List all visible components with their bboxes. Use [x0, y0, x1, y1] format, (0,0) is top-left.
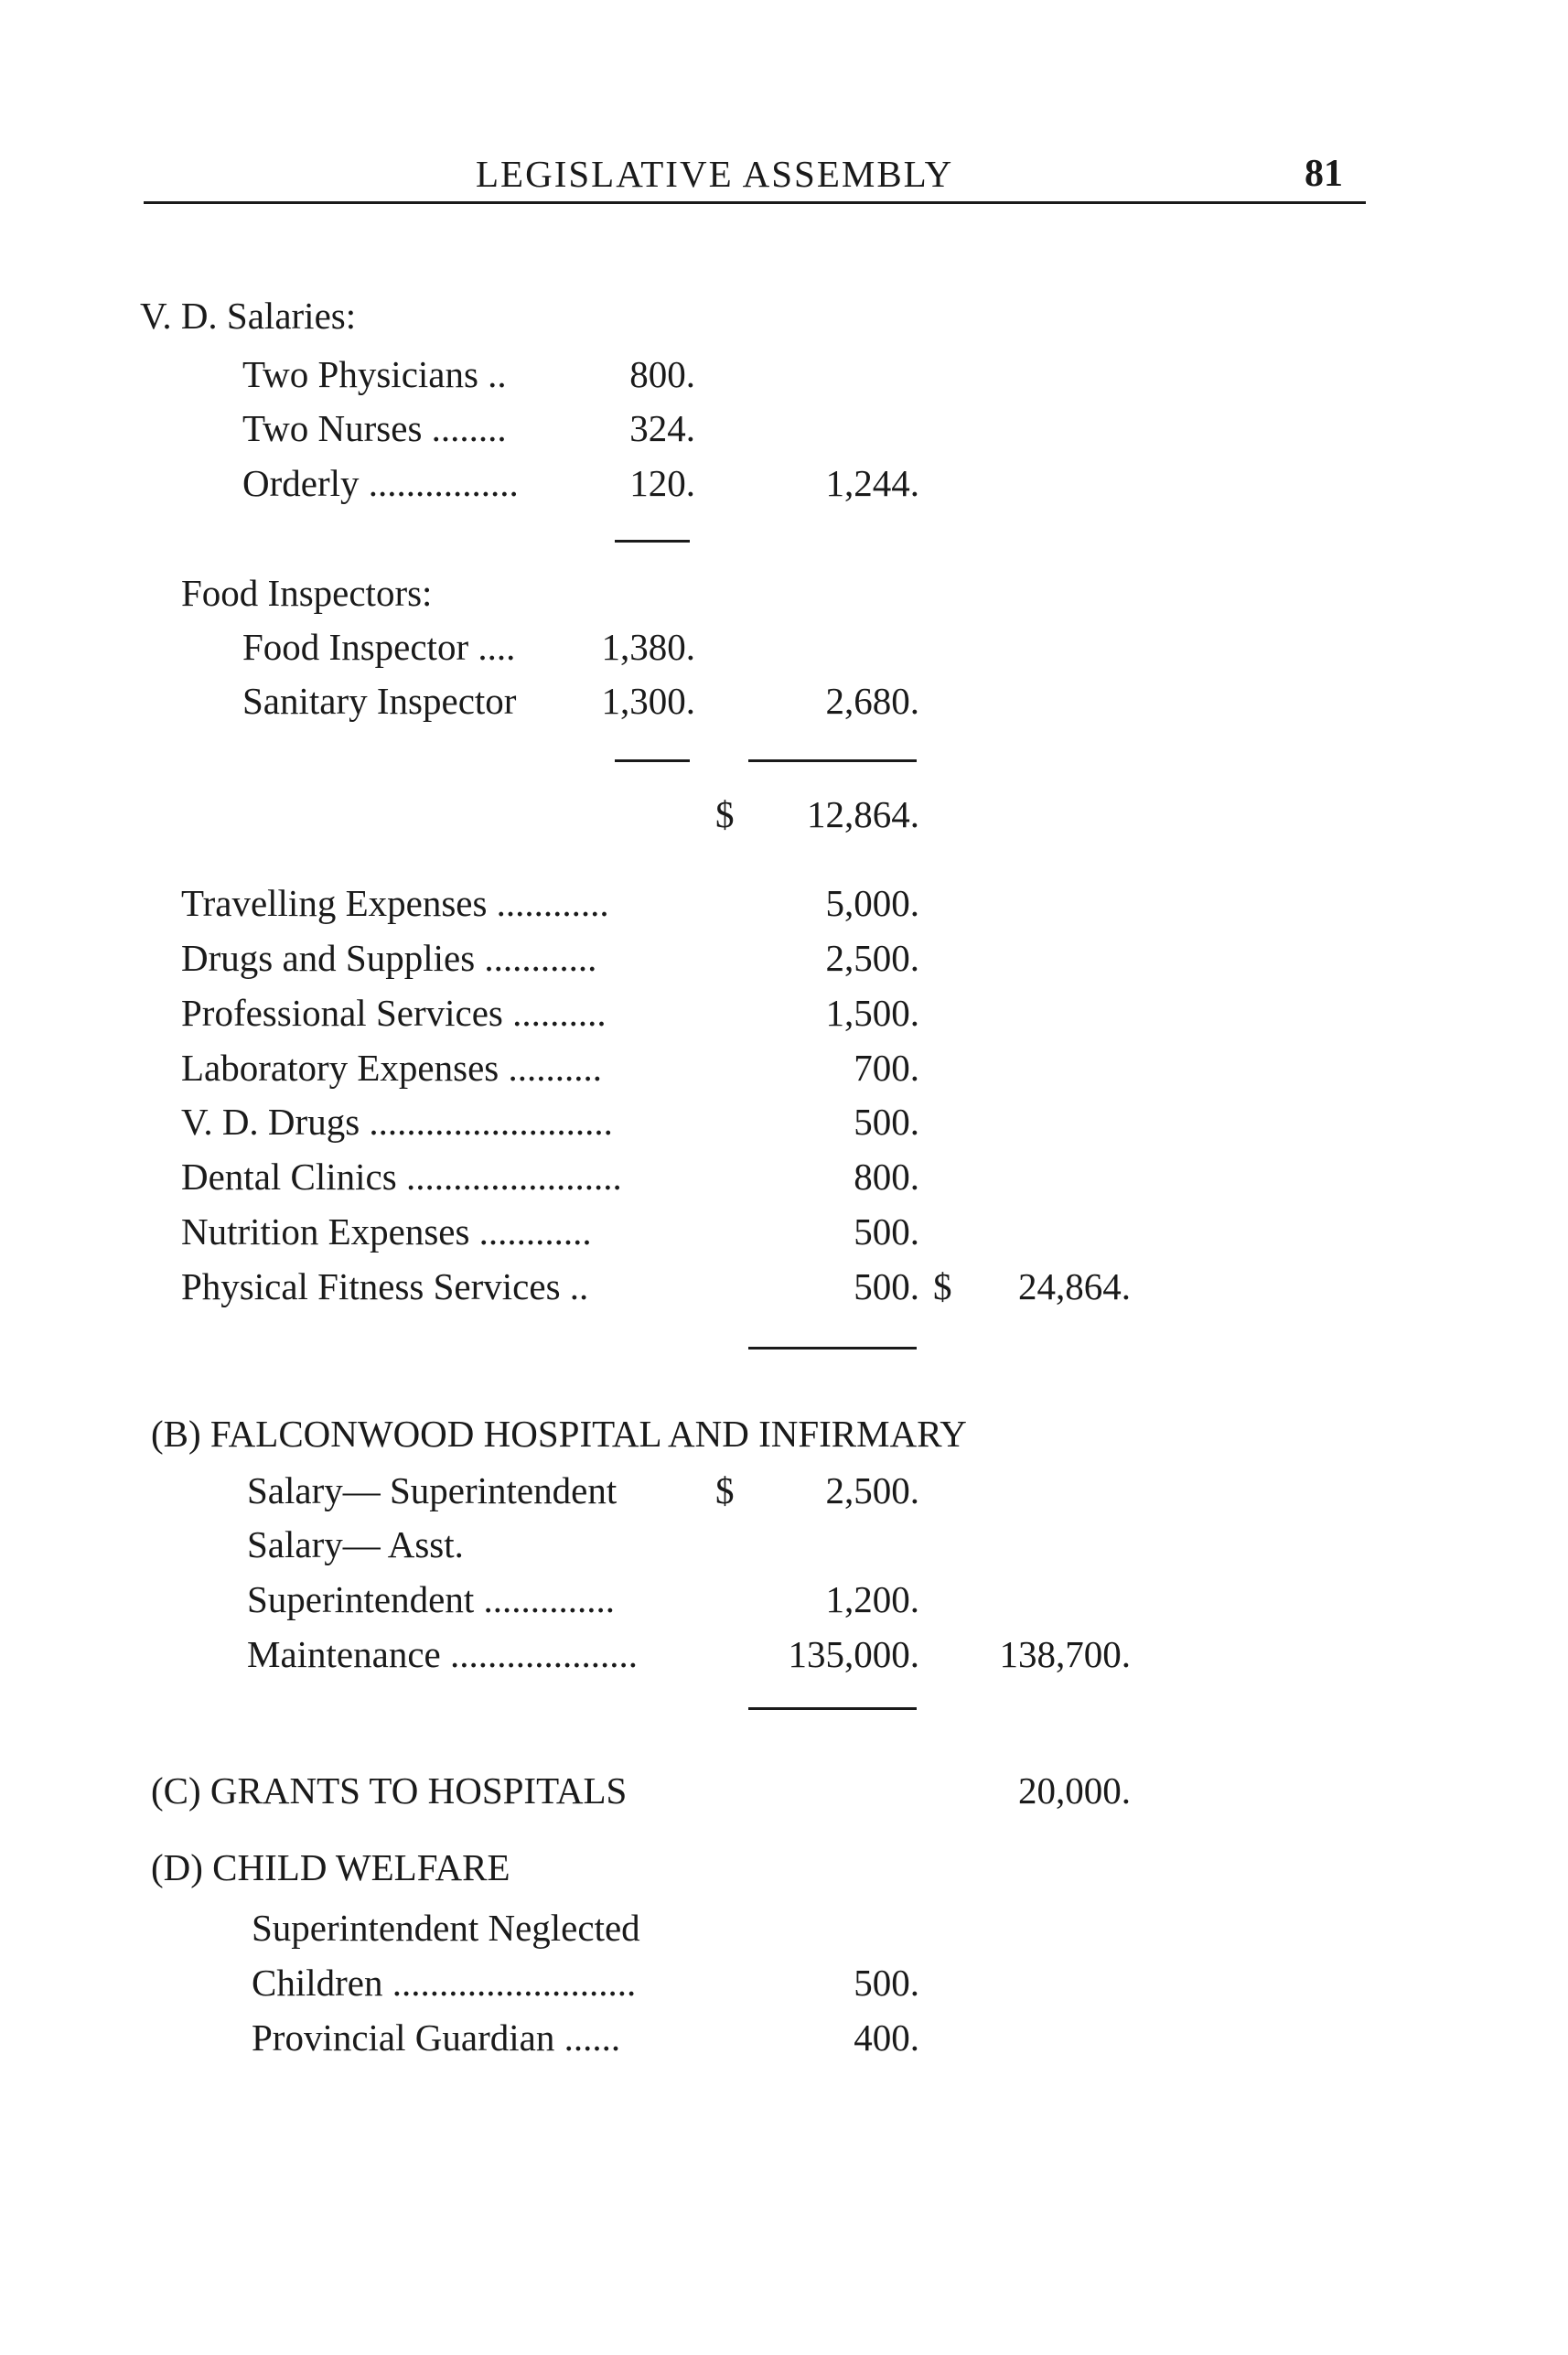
asst-superintendent-label: Superintendent .............. — [247, 1578, 615, 1620]
food-item-amount: 1,380. — [601, 626, 695, 668]
vd-rule — [615, 540, 690, 543]
food-subtotal: 2,680. — [825, 680, 919, 722]
food-item-amount: 1,300. — [601, 680, 695, 722]
salaries-total-amount: 12,864. — [807, 793, 919, 835]
page-header-title: LEGISLATIVE ASSEMBLY — [476, 153, 954, 195]
expense-label: Laboratory Expenses .......... — [181, 1047, 602, 1089]
asst-superintendent-amount: 1,200. — [825, 1578, 919, 1620]
maintenance-amount: 135,000. — [788, 1633, 919, 1675]
expense-label: Nutrition Expenses ............ — [181, 1210, 592, 1253]
food-rule — [615, 759, 690, 762]
header-rule — [144, 201, 1366, 204]
vd-salaries-heading: V. D. Salaries: — [140, 295, 357, 337]
neglected-children-label: Superintendent Neglected — [252, 1907, 640, 1949]
children-label: Children .......................... — [252, 1962, 637, 2004]
salary-superintendent-label: Salary— Superintendent — [247, 1469, 618, 1511]
expense-amount: 2,500. — [825, 937, 919, 979]
expenses-rule — [748, 1347, 917, 1350]
grand-total-amount: 24,864. — [1018, 1265, 1131, 1307]
expense-amount: 500. — [854, 1210, 919, 1253]
expense-label: Professional Services .......... — [181, 992, 607, 1034]
expense-amount: 1,500. — [825, 992, 919, 1034]
vd-item-amount: 120. — [629, 462, 695, 504]
salaries-total-currency: $ — [715, 793, 735, 835]
section-c-heading: (C) GRANTS TO HOSPITALS — [151, 1769, 628, 1812]
provincial-guardian-amount: 400. — [854, 2016, 919, 2059]
food-item-label: Food Inspector .... — [242, 626, 516, 668]
expense-label: Travelling Expenses ............ — [181, 882, 609, 924]
expense-amount: 500. — [854, 1265, 919, 1307]
vd-subtotal: 1,244. — [825, 462, 919, 504]
vd-item-label: Two Nurses ........ — [242, 407, 507, 449]
section-b-rule — [748, 1707, 917, 1710]
section-b-heading: (B) FALCONWOOD HOSPITAL AND INFIRMARY — [151, 1413, 967, 1455]
section-d-heading: (D) CHILD WELFARE — [151, 1846, 510, 1888]
expense-label: Physical Fitness Services .. — [181, 1265, 589, 1307]
vd-item-amount: 324. — [629, 407, 695, 449]
food-inspectors-heading: Food Inspectors: — [181, 572, 433, 614]
page-number: 81 — [1305, 153, 1343, 195]
vd-item-label: Two Physicians .. — [242, 353, 507, 395]
expense-label: Drugs and Supplies ............ — [181, 937, 597, 979]
section-b-total: 138,700. — [999, 1633, 1131, 1675]
vd-item-label: Orderly ................ — [242, 462, 519, 504]
maintenance-label: Maintenance .................... — [247, 1633, 638, 1675]
vd-item-amount: 800. — [629, 353, 695, 395]
expense-amount: 700. — [854, 1047, 919, 1089]
children-amount: 500. — [854, 1962, 919, 2004]
salary-superintendent-amount: 2,500. — [825, 1469, 919, 1511]
expense-label: V. D. Drugs .......................... — [181, 1101, 613, 1143]
expense-label: Dental Clinics ....................... — [181, 1156, 622, 1198]
subtotal-rule — [748, 759, 917, 762]
section-c-total: 20,000. — [1018, 1769, 1131, 1812]
salary-asst-label: Salary— Asst. — [247, 1523, 464, 1565]
expense-amount: 5,000. — [825, 882, 919, 924]
grand-total-currency: $ — [933, 1265, 952, 1307]
provincial-guardian-label: Provincial Guardian ...... — [252, 2016, 621, 2059]
salary-superintendent-currency: $ — [715, 1469, 735, 1511]
food-item-label: Sanitary Inspector — [242, 680, 517, 722]
expense-amount: 500. — [854, 1101, 919, 1143]
expense-amount: 800. — [854, 1156, 919, 1198]
